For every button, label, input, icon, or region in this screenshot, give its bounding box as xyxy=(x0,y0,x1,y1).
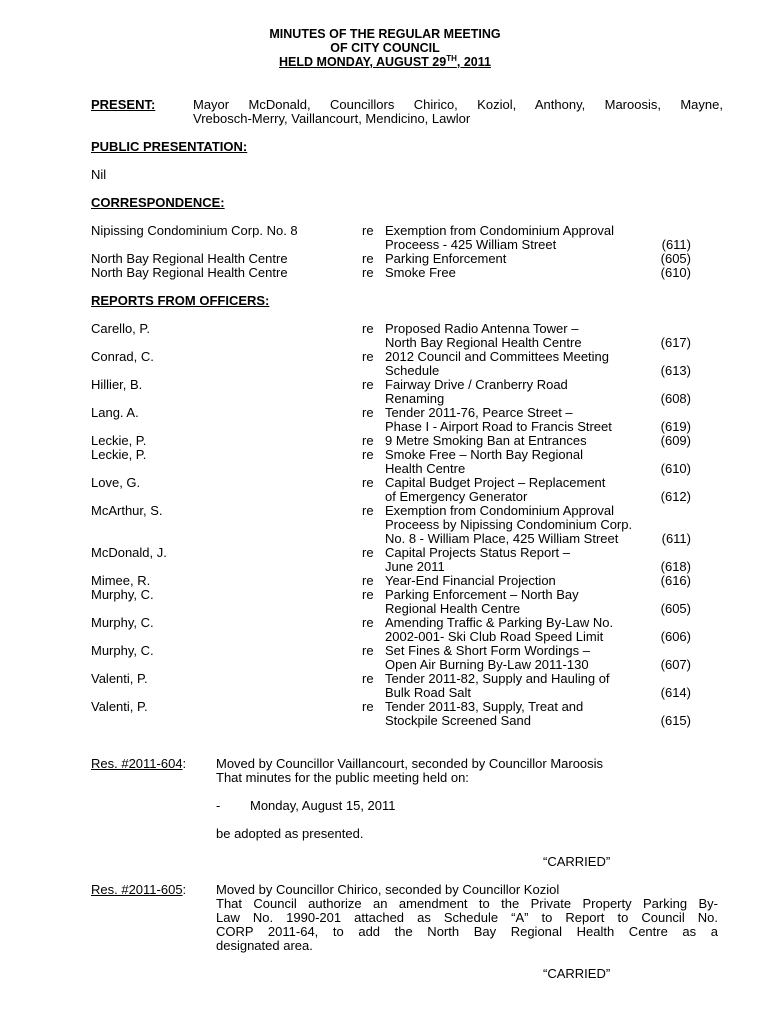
entry-ref: (607) xyxy=(660,657,691,672)
entry-name: McDonald, J. xyxy=(91,545,167,560)
entry-name: Murphy, C. xyxy=(91,615,154,630)
entry-subject: North Bay Regional Health Centre xyxy=(385,335,582,350)
entry-ref: (619) xyxy=(660,419,691,434)
entry-subject: Smoke Free xyxy=(385,265,456,280)
resolution-moved: Moved by Councillor Vaillancourt, seconded by Councillor Maroosis xyxy=(216,756,604,771)
entry-name: North Bay Regional Health Centre xyxy=(91,265,288,280)
entry-subject: Schedule xyxy=(385,363,440,378)
entry-subject: Tender 2011-82, Supply and Hauling of xyxy=(385,671,610,686)
entry-subject: Health Centre xyxy=(385,461,466,476)
entry-ref: (612) xyxy=(660,489,691,504)
entry-name: Carello, P. xyxy=(91,321,151,336)
entry-subject: of Emergency Generator xyxy=(385,489,528,504)
entry-subject: 2002-001- Ski Club Road Speed Limit xyxy=(385,629,604,644)
entry-ref: (610) xyxy=(660,265,691,280)
entry-re: re xyxy=(362,475,374,490)
entry-subject: 2012 Council and Committees Meeting xyxy=(385,349,610,364)
entry-ref: (605) xyxy=(660,601,691,616)
entry-ref: (615) xyxy=(660,713,691,728)
entry-subject: Tender 2011-83, Supply, Treat and xyxy=(385,699,584,714)
entry-subject: 9 Metre Smoking Ban at Entrances xyxy=(385,433,587,448)
entry-ref: (608) xyxy=(660,391,691,406)
entry-subject: June 2011 xyxy=(385,559,445,574)
entry-ref: (613) xyxy=(660,363,691,378)
entry-re: re xyxy=(362,587,374,602)
present-members-line2: Vrebosch-Merry, Vaillancourt, Mendicino, Lawlor xyxy=(193,111,471,126)
entry-subject: Capital Projects Status Report – xyxy=(385,545,570,560)
entry-re: re xyxy=(362,545,374,560)
entry-subject: Renaming xyxy=(385,391,445,406)
reports-heading: REPORTS FROM OFFICERS: xyxy=(91,293,270,308)
entry-subject: No. 8 - William Place, 425 William Street xyxy=(385,531,619,546)
resolution-body-line: designated area. xyxy=(216,938,313,953)
entry-subject: Proceess by Nipissing Condominium Corp. xyxy=(385,517,633,532)
resolution-closing: be adopted as presented. xyxy=(216,826,364,841)
entry-ref: (605) xyxy=(660,251,691,266)
resolution-colon: : xyxy=(182,882,187,897)
entry-re: re xyxy=(362,265,374,280)
entry-name: Leckie, P. xyxy=(91,433,147,448)
entry-re: re xyxy=(362,573,374,588)
entry-ref: (614) xyxy=(660,685,691,700)
entry-subject: Parking Enforcement xyxy=(385,251,507,266)
resolution-number: Res. #2011-605 xyxy=(91,882,183,897)
entry-subject: Capital Budget Project – Replacement xyxy=(385,475,606,490)
resolution-body-line: Law No. 1990-201 attached as Schedule “A” to Report to Council No. xyxy=(216,910,718,925)
entry-subject: Set Fines & Short Form Wordings – xyxy=(385,643,590,658)
entry-name: Valenti, P. xyxy=(91,699,148,714)
resolution-number: Res. #2011-604 xyxy=(91,756,183,771)
entry-name: Nipissing Condominium Corp. No. 8 xyxy=(91,223,298,238)
entry-name: Lang. A. xyxy=(91,405,139,420)
public-presentation-text: Nil xyxy=(91,167,107,182)
present-members-line1: Mayor McDonald, Councillors Chirico, Koziol, Anthony, Maroosis, Mayne, xyxy=(193,97,723,112)
present-label: PRESENT: xyxy=(91,97,156,112)
entry-re: re xyxy=(362,447,374,462)
entry-ref: (609) xyxy=(660,433,691,448)
entry-ref: (616) xyxy=(660,573,691,588)
entry-re: re xyxy=(362,349,374,364)
entry-name: North Bay Regional Health Centre xyxy=(91,251,288,266)
entry-subject: Regional Health Centre xyxy=(385,601,521,616)
entry-subject: Tender 2011-76, Pearce Street – xyxy=(385,405,573,420)
entry-subject: Bulk Road Salt xyxy=(385,685,471,700)
entry-ref: (611) xyxy=(661,237,691,252)
entry-name: Valenti, P. xyxy=(91,671,148,686)
resolution-status: “CARRIED” xyxy=(543,854,611,869)
entry-re: re xyxy=(362,405,374,420)
entry-name: Murphy, C. xyxy=(91,587,154,602)
entry-ref: (611) xyxy=(661,531,691,546)
entry-ref: (610) xyxy=(660,461,691,476)
entry-subject: Smoke Free – North Bay Regional xyxy=(385,447,583,462)
entry-re: re xyxy=(362,251,374,266)
entry-re: re xyxy=(362,699,374,714)
entry-re: re xyxy=(362,503,374,518)
entry-ref: (606) xyxy=(660,629,691,644)
entry-re: re xyxy=(362,377,374,392)
entry-subject: Exemption from Condominium Approval xyxy=(385,503,615,518)
entry-subject: Proposed Radio Antenna Tower – xyxy=(385,321,579,336)
entry-name: Leckie, P. xyxy=(91,447,147,462)
entry-subject: Exemption from Condominium Approval xyxy=(385,223,615,238)
entry-re: re xyxy=(362,615,374,630)
public-presentation-heading: PUBLIC PRESENTATION: xyxy=(91,139,248,154)
meeting-year: , 2011 xyxy=(456,55,491,69)
entry-name: McArthur, S. xyxy=(91,503,163,518)
entry-name: Hillier, B. xyxy=(91,377,143,392)
resolution-item: Monday, August 15, 2011 xyxy=(250,798,396,813)
resolution-body-line: That Council authorize an amendment to the Private Property Parking By- xyxy=(216,896,718,911)
date-suffix: TH xyxy=(446,53,457,63)
entry-subject: Open Air Burning By-Law 2011-130 xyxy=(385,657,589,672)
minutes-title-line2: OF CITY COUNCIL xyxy=(330,41,440,55)
resolution-text: That minutes for the public meeting held on: xyxy=(216,770,469,785)
entry-re: re xyxy=(362,643,374,658)
entry-name: Murphy, C. xyxy=(91,643,154,658)
entry-re: re xyxy=(362,223,374,238)
correspondence-heading: CORRESPONDENCE: xyxy=(91,195,225,210)
entry-name: Mimee, R. xyxy=(91,573,151,588)
resolution-bullet: - xyxy=(216,798,221,813)
entry-subject: Phase I - Airport Road to Francis Street xyxy=(385,419,612,434)
entry-re: re xyxy=(362,433,374,448)
entry-name: Conrad, C. xyxy=(91,349,154,364)
entry-ref: (617) xyxy=(660,335,691,350)
resolution-status: “CARRIED” xyxy=(543,966,611,981)
meeting-date: HELD MONDAY, AUGUST 29 xyxy=(279,55,447,69)
entry-ref: (618) xyxy=(660,559,691,574)
entry-subject: Proceess - 425 William Street xyxy=(385,237,557,252)
entry-re: re xyxy=(362,321,374,336)
entry-subject: Stockpile Screened Sand xyxy=(385,713,531,728)
entry-subject: Year-End Financial Projection xyxy=(385,573,556,588)
entry-name: Love, G. xyxy=(91,475,141,490)
resolution-body-line: CORP 2011-64, to add the North Bay Regional Health Centre as a xyxy=(216,924,718,939)
entry-subject: Fairway Drive / Cranberry Road xyxy=(385,377,568,392)
entry-re: re xyxy=(362,671,374,686)
minutes-title-line3 xyxy=(0,55,770,69)
resolution-label xyxy=(91,757,186,771)
resolution-label xyxy=(91,883,186,897)
resolution-moved: Moved by Councillor Chirico, seconded by Councillor Koziol xyxy=(216,882,560,897)
minutes-title-line1: MINUTES OF THE REGULAR MEETING xyxy=(269,27,501,41)
resolution-colon: : xyxy=(182,756,187,771)
entry-subject: Parking Enforcement – North Bay xyxy=(385,587,579,602)
entry-subject: Amending Traffic & Parking By-Law No. xyxy=(385,615,614,630)
